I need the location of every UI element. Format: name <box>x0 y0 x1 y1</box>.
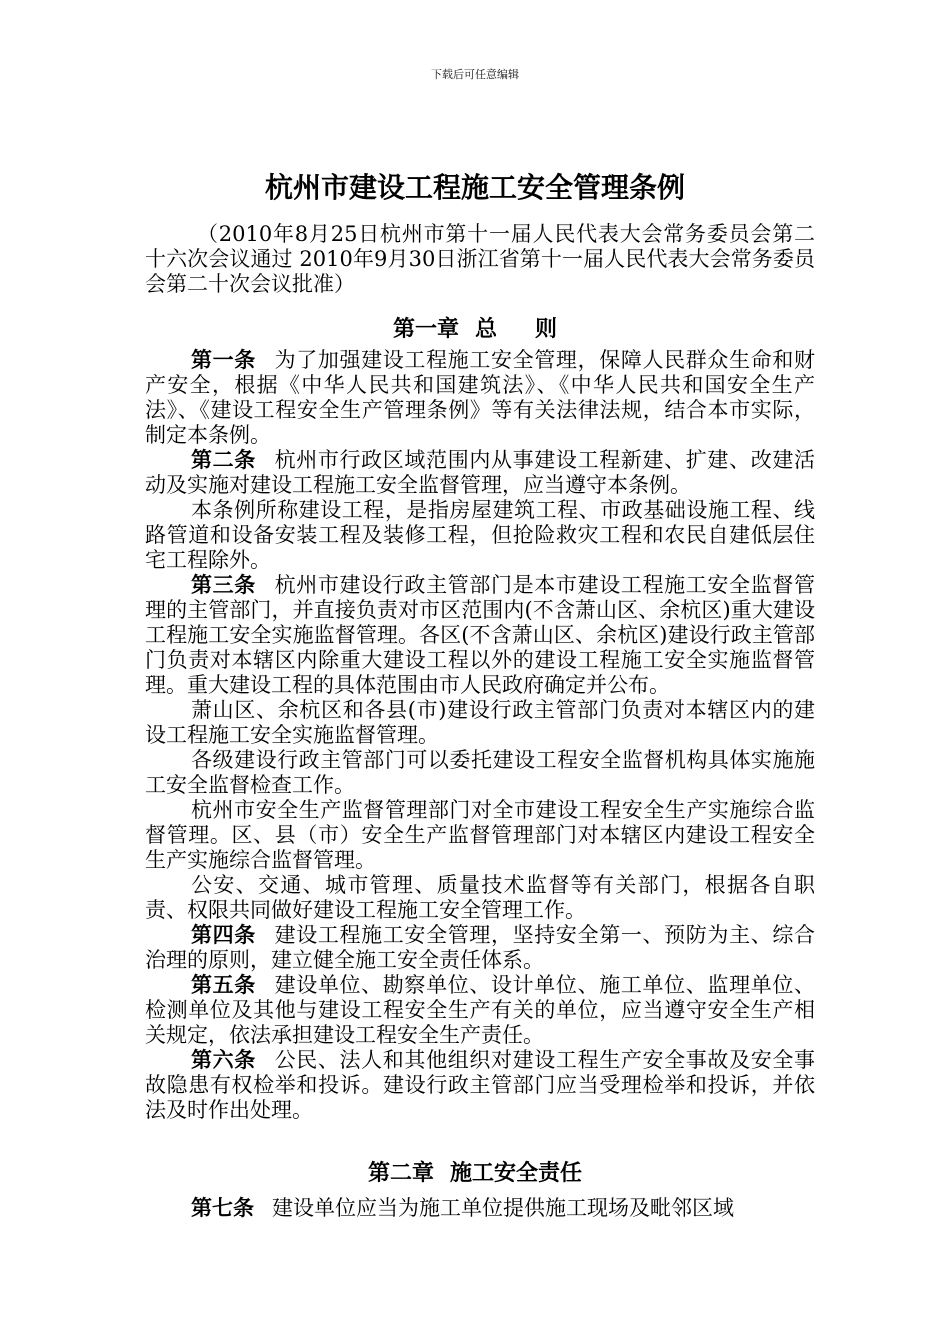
article-7-label: 第七条 <box>191 1196 254 1220</box>
article-2 <box>145 448 815 498</box>
article-1 <box>145 348 815 448</box>
article-6-label: 第六条 <box>191 1048 256 1072</box>
article-2-text: 杭州市行政区域范围内从事建设工程新建、扩建、改建活动及实施对建设工程施工安全监督管理，应当遵守本条例。 <box>145 448 816 497</box>
article-3-para-4: 杭州市安全生产监督管理部门对全市建设工程安全生产实施综合监督管理。区、县（市）安全生产监督管理部门对本辖区内建设工程安全生产实施综合监督管理。 <box>145 798 815 872</box>
article-1-label: 第一条 <box>191 348 256 372</box>
article-4-text: 建设工程施工安全管理，坚持安全第一、预防为主、综合治理的原则，建立健全施工安全责任体系。 <box>145 923 816 972</box>
article-7 <box>145 1196 815 1221</box>
article-6 <box>145 1048 815 1123</box>
chapter-1-name-a: 总 <box>474 316 497 342</box>
article-5-text: 建设单位、勘察单位、设计单位、施工单位、监理单位、检测单位及其他与建设工程安全生产有关的单位，应当遵守安全生产相关规定，依法承担建设工程安全生产责任。 <box>145 973 816 1047</box>
chapter-2-name: 施工安全责任 <box>450 1160 583 1186</box>
article-1-text: 为了加强建设工程施工安全管理，保障人民群众生命和财产安全，根据《中华人民共和国建筑法》、《中华人民共和国安全生产法》、《建设工程安全生产管理条例》等有关法律法规，结合本市实际，制定本条例。 <box>145 348 816 447</box>
chapter-2-number: 第二章 <box>367 1160 434 1186</box>
article-2-para-2: 本条例所称建设工程，是指房屋建筑工程、市政基础设施工程、线路管道和设备安装工程及装修工程，但抢险救灾工程和农民自建低层住宅工程除外。 <box>145 498 815 572</box>
article-3-para-2: 萧山区、余杭区和各县(市)建设行政主管部门负责对本辖区内的建设工程施工安全实施监督管理。 <box>145 698 815 747</box>
article-3 <box>145 573 815 698</box>
chapter-1-heading <box>0 312 950 343</box>
article-7-text: 建设单位应当为施工单位提供施工现场及毗邻区域 <box>272 1196 734 1220</box>
chapter-1-body <box>145 348 815 1123</box>
article-3-para-5: 公安、交通、城市管理、质量技术监督等有关部门，根据各自职责、权限共同做好建设工程施工安全管理工作。 <box>145 873 815 922</box>
article-4-label: 第四条 <box>191 923 256 947</box>
page-header: 下载后可任意编辑 <box>431 68 519 81</box>
chapter-2-body <box>145 1196 815 1221</box>
article-4 <box>145 923 815 973</box>
article-5 <box>145 973 815 1048</box>
chapter-1-number: 第一章 <box>392 316 459 342</box>
enactment-note: （2010年8月25日杭州市第十一届人民代表大会常务委员会第二十六次会议通过 2010年9月30日浙江省第十一届人民代表大会常务委员会第二十次会议批准） <box>145 222 815 296</box>
chapter-2-heading <box>0 1156 950 1187</box>
article-5-label: 第五条 <box>191 973 256 997</box>
article-3-text: 杭州市建设行政主管部门是本市建设工程施工安全监督管理的主管部门，并直接负责对市区范围内(不含萧山区、余杭区)重大建设工程施工安全实施监督管理。各区(不含萧山区、余杭区)建设行政主管部门负责对本辖区内除重大建设工程以外的建设工程施工安全实施监督管理。重大建设工程的具体范围由市人民政府确定并公布。 <box>145 573 816 697</box>
document-title: 杭州市建设工程施工安全管理条例 <box>264 171 685 204</box>
article-6-text: 公民、法人和其他组织对建设工程生产安全事故及安全事故隐患有权检举和投诉。建设行政主管部门应当受理检举和投诉，并依法及时作出处理。 <box>145 1048 816 1122</box>
chapter-1-name-b: 则 <box>535 316 558 342</box>
article-3-label: 第三条 <box>191 573 256 597</box>
article-3-para-3: 各级建设行政主管部门可以委托建设工程安全监督机构具体实施施工安全监督检查工作。 <box>145 748 815 797</box>
article-2-label: 第二条 <box>191 448 256 472</box>
